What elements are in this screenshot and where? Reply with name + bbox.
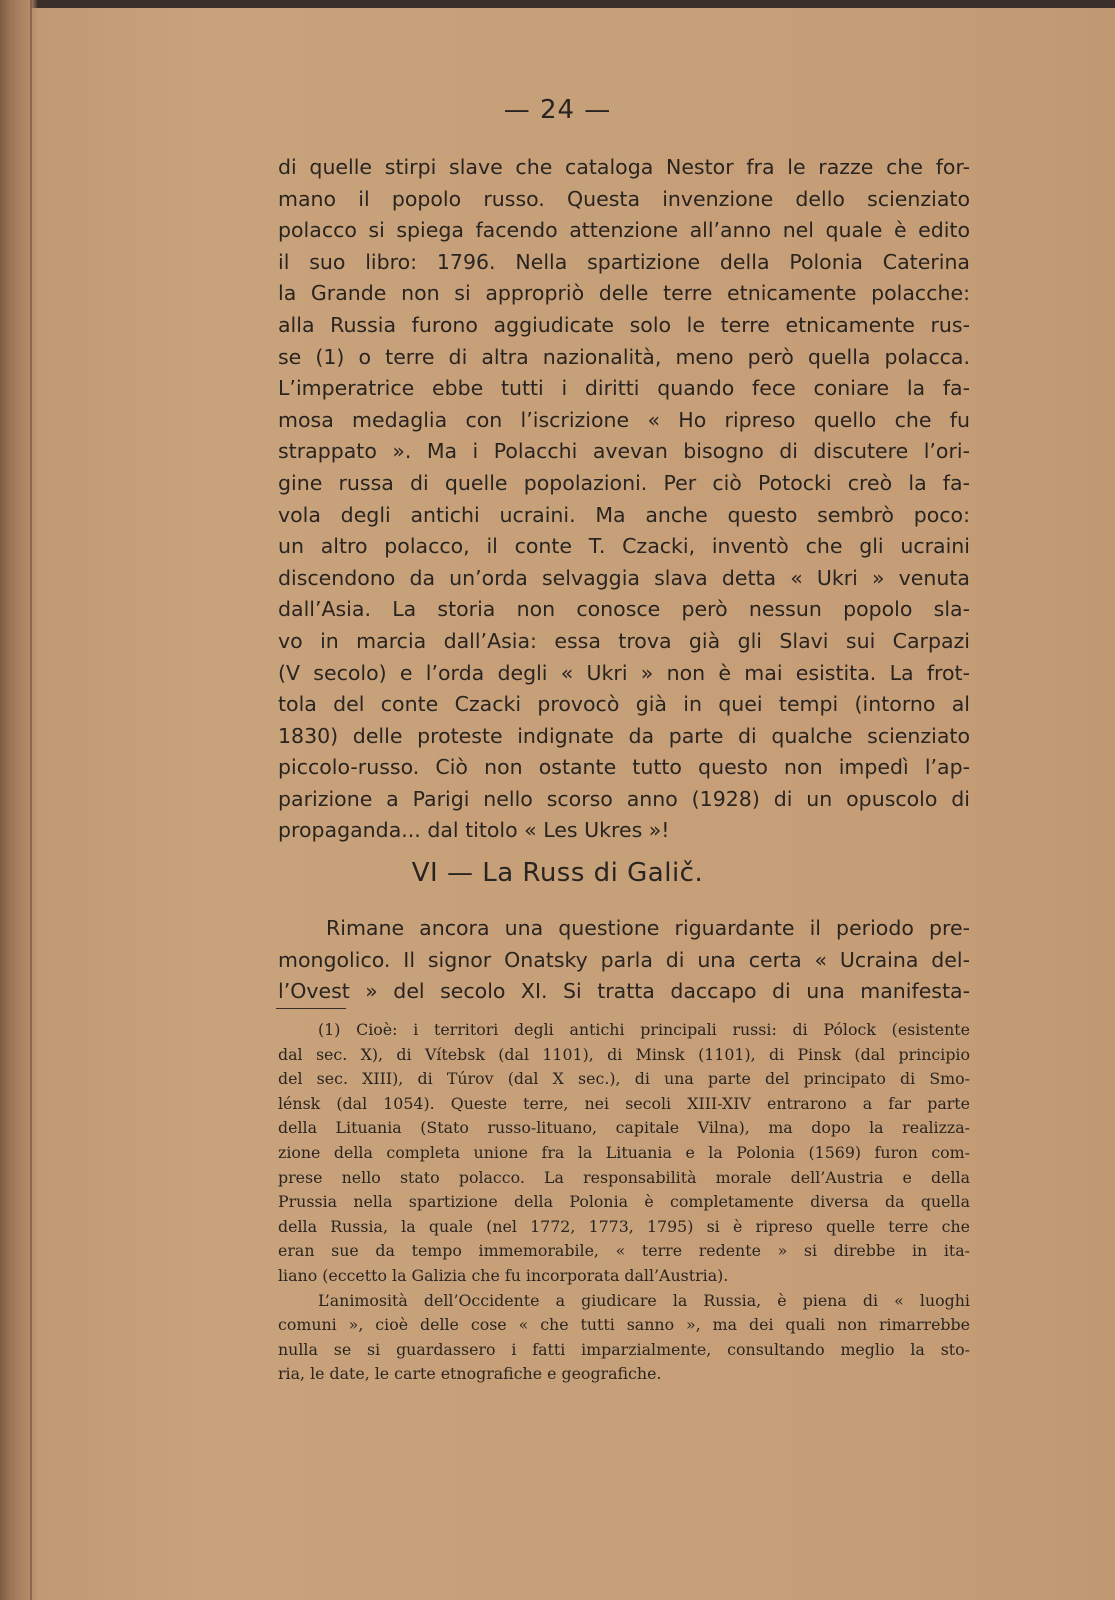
footnote-line: zione della completa unione fra la Lituania e la Polonia (1569) furon com- bbox=[278, 1142, 970, 1162]
section-heading: VI — La Russ di Galič. bbox=[411, 858, 704, 888]
footnote bbox=[278, 1018, 970, 1387]
text-line: un altro polacco, il conte T. Czacki, inventò che gli ucraini bbox=[278, 534, 970, 559]
text-line: l’Ovest » del secolo XI. Si tratta daccapo di una manifesta- bbox=[278, 979, 970, 1004]
page-number: — 24 — bbox=[503, 95, 612, 125]
footnote-rule bbox=[276, 1008, 346, 1009]
footnote-line: della Lituania (Stato russo-lituano, capitale Vilna), ma dopo la realizza- bbox=[278, 1118, 970, 1138]
footnote-line: liano (eccetto la Galizia che fu incorporata dall’Austria). bbox=[278, 1265, 729, 1285]
footnote-line: ria, le date, le carte etnografiche e geografiche. bbox=[278, 1364, 662, 1384]
text-line: parizione a Parigi nello scorso anno (1928) di un opuscolo di bbox=[278, 786, 970, 811]
text-line: gine russa di quelle popolazioni. Per ciò Potocki creò la fa- bbox=[278, 470, 970, 495]
footnote-line: della Russia, la quale (nel 1772, 1773, 1795) si è ripreso quelle terre che bbox=[278, 1216, 970, 1236]
text-line: dall’Asia. La storia non conosce però nessun popolo sla- bbox=[278, 597, 970, 622]
text-line: strappato ». Ma i Polacchi avevan bisogno di discutere l’ori- bbox=[278, 439, 970, 464]
text-line: alla Russia furono aggiudicate solo le terre etnicamente rus- bbox=[278, 312, 970, 337]
text-line: (V secolo) e l’orda degli « Ukri » non è mai esistita. La frot- bbox=[278, 660, 970, 685]
footnote-line: comuni », cioè delle cose « che tutti sanno », ma dei quali non rimarrebbe bbox=[278, 1315, 970, 1335]
text-line: L’imperatrice ebbe tutti i diritti quando fece coniare la fa- bbox=[278, 376, 970, 401]
text-line: mosa medaglia con l’iscrizione « Ho ripreso quello che fu bbox=[278, 407, 970, 432]
text-line: piccolo-russo. Ciò non ostante tutto questo non impedì l’ap- bbox=[278, 755, 970, 780]
paragraph-2 bbox=[278, 913, 970, 1008]
text-line: 1830) delle proteste indignate da parte di qualche scienziato bbox=[278, 723, 970, 748]
footnote-line: nulla se si guardassero i fatti imparzialmente, consultando meglio la sto- bbox=[278, 1339, 970, 1359]
text-line: propaganda... dal titolo « Les Ukres »! bbox=[278, 818, 670, 843]
text-line: discendono da un’orda selvaggia slava detta « Ukri » venuta bbox=[278, 565, 970, 590]
footnote-line: del sec. XIII), di Túrov (dal X sec.), di una parte del principato di Smo- bbox=[278, 1069, 970, 1089]
text-line: mano il popolo russo. Questa invenzione dello scienziato bbox=[278, 186, 970, 211]
text-line: polacco si spiega facendo attenzione all’anno nel quale è edito bbox=[278, 218, 970, 243]
book-spine-shadow bbox=[0, 0, 38, 1600]
text-line: di quelle stirpi slave che cataloga Nestor fra le razze che for- bbox=[278, 155, 970, 179]
footnote-line: prese nello stato polacco. La responsabilità morale dell’Austria e della bbox=[278, 1167, 970, 1187]
text-line: vola degli antichi ucraini. Ma anche questo sembrò poco: bbox=[278, 502, 970, 527]
footnote-line: (1) Cioè: i territori degli antichi principali russi: di Pólock (esistente bbox=[318, 1020, 970, 1039]
text-line: mongolico. Il signor Onatsky parla di una certa « Ucraina del- bbox=[278, 947, 970, 972]
footnote-line: eran sue da tempo immemorabile, « terre redente » si direbbe in ita- bbox=[278, 1241, 970, 1261]
footnote-line: L’animosità dell’Occidente a giudicare la Russia, è piena di « luoghi bbox=[318, 1290, 970, 1310]
text-line: vo in marcia dall’Asia: essa trova già gli Slavi sui Carpazi bbox=[278, 628, 970, 653]
text-line: il suo libro: 1796. Nella spartizione della Polonia Caterina bbox=[278, 249, 970, 274]
text-line: la Grande non si appropriò delle terre etnicamente polacche: bbox=[278, 281, 970, 306]
footnote-line: Prussia nella spartizione della Polonia è completamente diversa da quella bbox=[278, 1192, 970, 1212]
spine-line bbox=[30, 0, 32, 1600]
page-top-edge bbox=[0, 0, 1115, 8]
paragraph-1 bbox=[278, 152, 970, 847]
text-line: se (1) o terre di altra nazionalità, meno però quella polacca. bbox=[278, 344, 970, 369]
text-line: tola del conte Czacki provocò già in quei tempi (intorno al bbox=[278, 692, 970, 717]
footnote-line: lénsk (dal 1054). Queste terre, nei secoli XIII-XIV entrarono a far parte bbox=[278, 1093, 970, 1113]
footnote-line: dal sec. X), di Vítebsk (dal 1101), di Minsk (1101), di Pinsk (dal principio bbox=[278, 1044, 970, 1064]
text-line: Rimane ancora una questione riguardante il periodo pre- bbox=[326, 916, 970, 940]
